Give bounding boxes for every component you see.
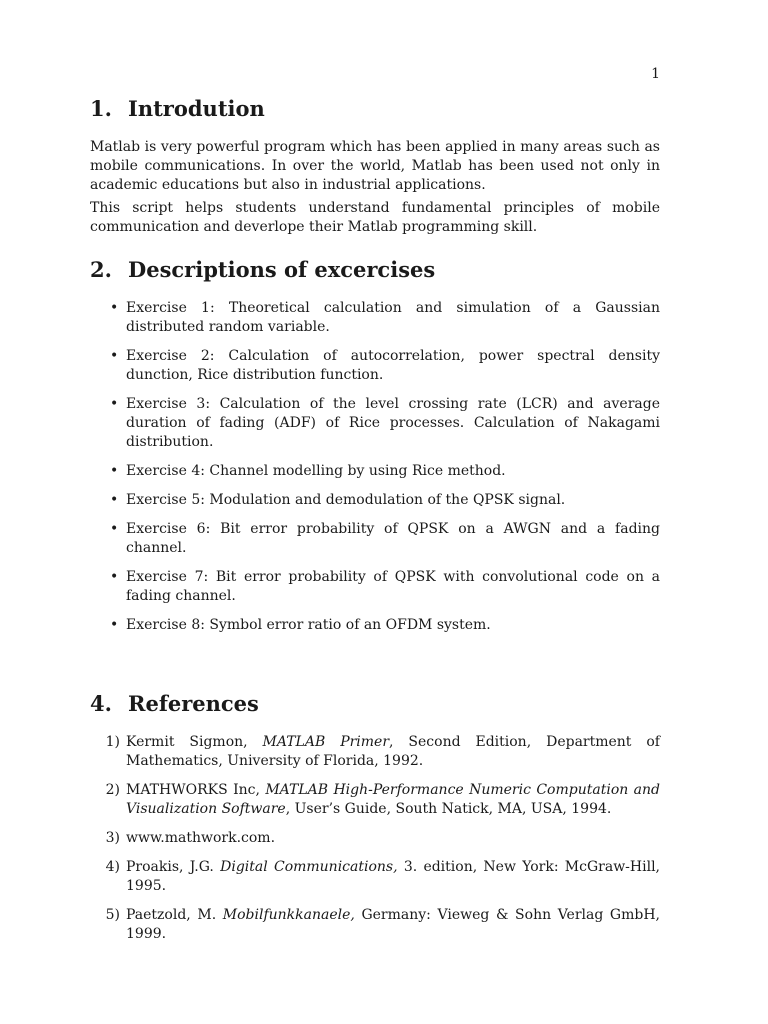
list-item — [110, 395, 660, 452]
section-references — [90, 689, 660, 944]
section-heading-introduction — [90, 94, 660, 124]
bullet-icon: • — [110, 300, 119, 316]
exercise-text: Exercise 5: Modulation and demodulation of the QPSK signal. — [126, 492, 566, 508]
bullet-icon: • — [110, 617, 119, 633]
bullet-icon: • — [110, 492, 119, 508]
bullet-icon: • — [110, 569, 119, 585]
section-number: 4. — [90, 691, 112, 716]
section-title: References — [128, 691, 259, 716]
intro-paragraph-2: This script helps students understand fundamental principles of mobile communication and deverlope their Matlab programming skill. — [90, 200, 660, 235]
reference-item: 5) Paetzold, M. Mobilfunkkanaele, Germany: Vieweg & Sohn Verlag GmbH, 1999. — [90, 906, 660, 944]
exercise-text: Exercise 1: Theoretical calculation and simulation of a Gaussian distributed random variable. — [126, 300, 660, 335]
exercise-text: Exercise 8: Symbol error ratio of an OFDM system. — [126, 617, 491, 633]
document-body — [90, 94, 660, 962]
section-heading-exercises — [90, 255, 660, 285]
list-item — [110, 491, 660, 510]
list-item — [110, 299, 660, 337]
list-item — [110, 520, 660, 558]
reference-item: 2) MATHWORKS Inc, MATLAB High-Performance Numeric Computation and Visualization Software, User’s Guide, South Natick, MA, USA, 1994. — [90, 781, 660, 819]
list-item — [110, 462, 660, 481]
section-exercises — [90, 255, 660, 635]
section-title: Descriptions of excercises — [128, 257, 436, 282]
list-item — [110, 616, 660, 635]
bullet-icon: • — [110, 348, 119, 364]
bullet-icon: • — [110, 463, 119, 479]
reference-list — [90, 733, 660, 944]
exercise-text: Exercise 3: Calculation of the level crossing rate (LCR) and average duration of fading (ADF) of Rice processes. Calculation of Nakagami distribution. — [126, 396, 660, 450]
section-heading-references — [90, 689, 660, 719]
reference-index: 1) — [105, 734, 120, 750]
exercise-text: Exercise 2: Calculation of autocorrelation, power spectral density dunction, Rice distribution function. — [126, 348, 660, 383]
reference-index: 4) — [105, 859, 120, 875]
reference-index: 3) — [105, 830, 120, 846]
section-number: 1. — [90, 96, 112, 121]
page-number: 1 — [651, 66, 660, 82]
section-number: 2. — [90, 257, 112, 282]
exercise-text: Exercise 7: Bit error probability of QPSK with convolutional code on a fading channel. — [126, 569, 660, 604]
exercise-text: Exercise 6: Bit error probability of QPSK on a AWGN and a fading channel. — [126, 521, 660, 556]
section-title: Introdution — [128, 96, 265, 121]
reference-item: 1) Kermit Sigmon, MATLAB Primer, Second Edition, Department of Mathematics, University of Florida, 1992. — [90, 733, 660, 771]
reference-item: 4) Proakis, J.G. Digital Communications, 3. edition, New York: McGraw-Hill, 1995. — [90, 858, 660, 896]
section-introduction — [90, 94, 660, 237]
bullet-icon: • — [110, 396, 119, 412]
exercise-list — [90, 299, 660, 635]
intro-paragraph-1: Matlab is very powerful program which has been applied in many areas such as mobile communications. In over the world, Matlab has been used not only in academic educations but also in industrial applications. — [90, 139, 660, 193]
list-item — [110, 347, 660, 385]
reference-index: 5) — [105, 907, 120, 923]
bullet-icon: • — [110, 521, 119, 537]
reference-item: 3) www.mathwork.com. — [90, 829, 660, 848]
list-item — [110, 568, 660, 606]
exercise-text: Exercise 4: Channel modelling by using Rice method. — [126, 463, 506, 479]
reference-index: 2) — [105, 782, 120, 798]
